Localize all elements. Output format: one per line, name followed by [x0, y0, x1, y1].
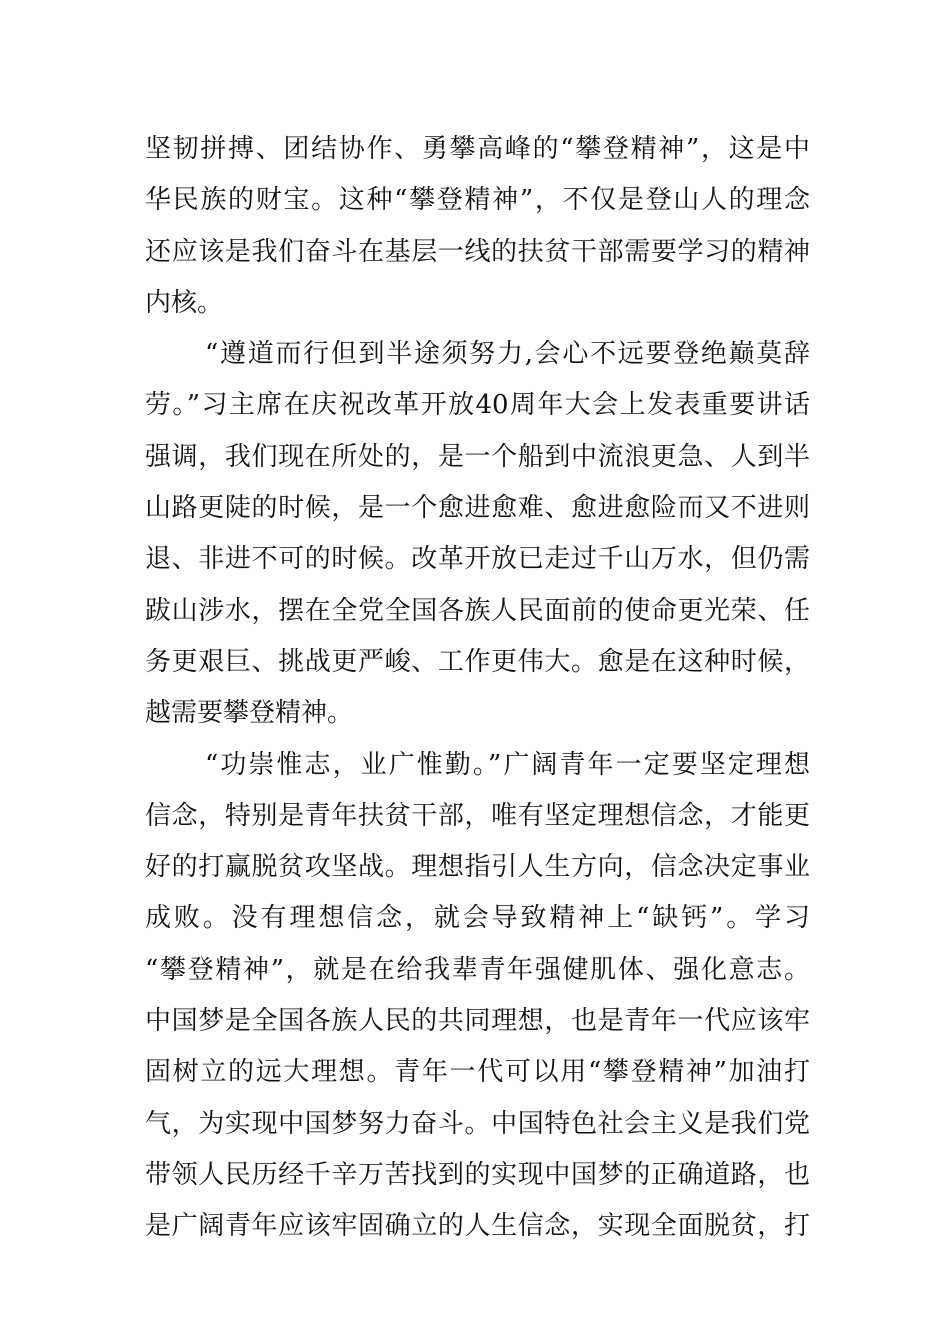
text-line: 山路更陡的时候，是一个愈进愈难、愈进愈险而又不进则: [145, 493, 810, 524]
text-line: 成败。没有理想信念，就会导致精神上“缺钙”。学习: [145, 903, 810, 934]
text-line: 带领人民历经千辛万苦找到的实现中国梦的正确道路，也: [145, 1159, 810, 1190]
text-line: 退、非进不可的时候。改革开放已走过千山万水，但仍需: [145, 544, 810, 575]
text-line: 强调，我们现在所处的，是一个船到中流浪更急、人到半: [145, 441, 810, 472]
text-line: 固树立的远大理想。青年一代可以用“攀登精神”加油打: [145, 1057, 810, 1088]
text-line: 中国梦是全国各族人民的共同理想，也是青年一代应该牢: [145, 1006, 810, 1037]
text-line: “攀登精神”，就是在给我辈青年强健肌体、强化意志。: [145, 954, 810, 985]
text-line: 内核。: [145, 287, 224, 318]
text-line: 务更艰巨、挑战更严峻、工作更伟大。愈是在这种时候，: [145, 646, 810, 677]
text-line: 信念，特别是青年扶贫干部，唯有坚定理想信念，才能更: [145, 800, 810, 831]
body-text: [145, 124, 810, 1253]
text-line: 劳。”习主席在庆祝改革开放40周年大会上发表重要讲话: [145, 390, 810, 421]
text-line: 气，为实现中国梦努力奋斗。中国特色社会主义是我们党: [145, 1108, 810, 1139]
text-line: 是广阔青年应该牢固确立的人生信念，实现全面脱贫，打: [145, 1211, 810, 1242]
text-line: 跋山涉水，摆在全党全国各族人民面前的使命更光荣、任: [145, 595, 810, 626]
text-line: 好的打赢脱贫攻坚战。理想指引人生方向，信念决定事业: [145, 852, 810, 883]
text-line: 坚韧拼搏、团结协作、勇攀高峰的“攀登精神”，这是中: [145, 134, 810, 164]
text-line: “遵道而行但到半途须努力,会心不远要登绝巅莫辞: [205, 339, 810, 370]
text-line: 还应该是我们奋斗在基层一线的扶贫干部需要学习的精神: [145, 236, 810, 267]
text-line: 越需要攀登精神。: [145, 698, 354, 729]
text-line: 华民族的财宝。这种“攀登精神”，不仅是登山人的理念: [145, 185, 810, 216]
text-line: “功崇惟志，业广惟勤。”广阔青年一定要坚定理想: [205, 749, 810, 780]
